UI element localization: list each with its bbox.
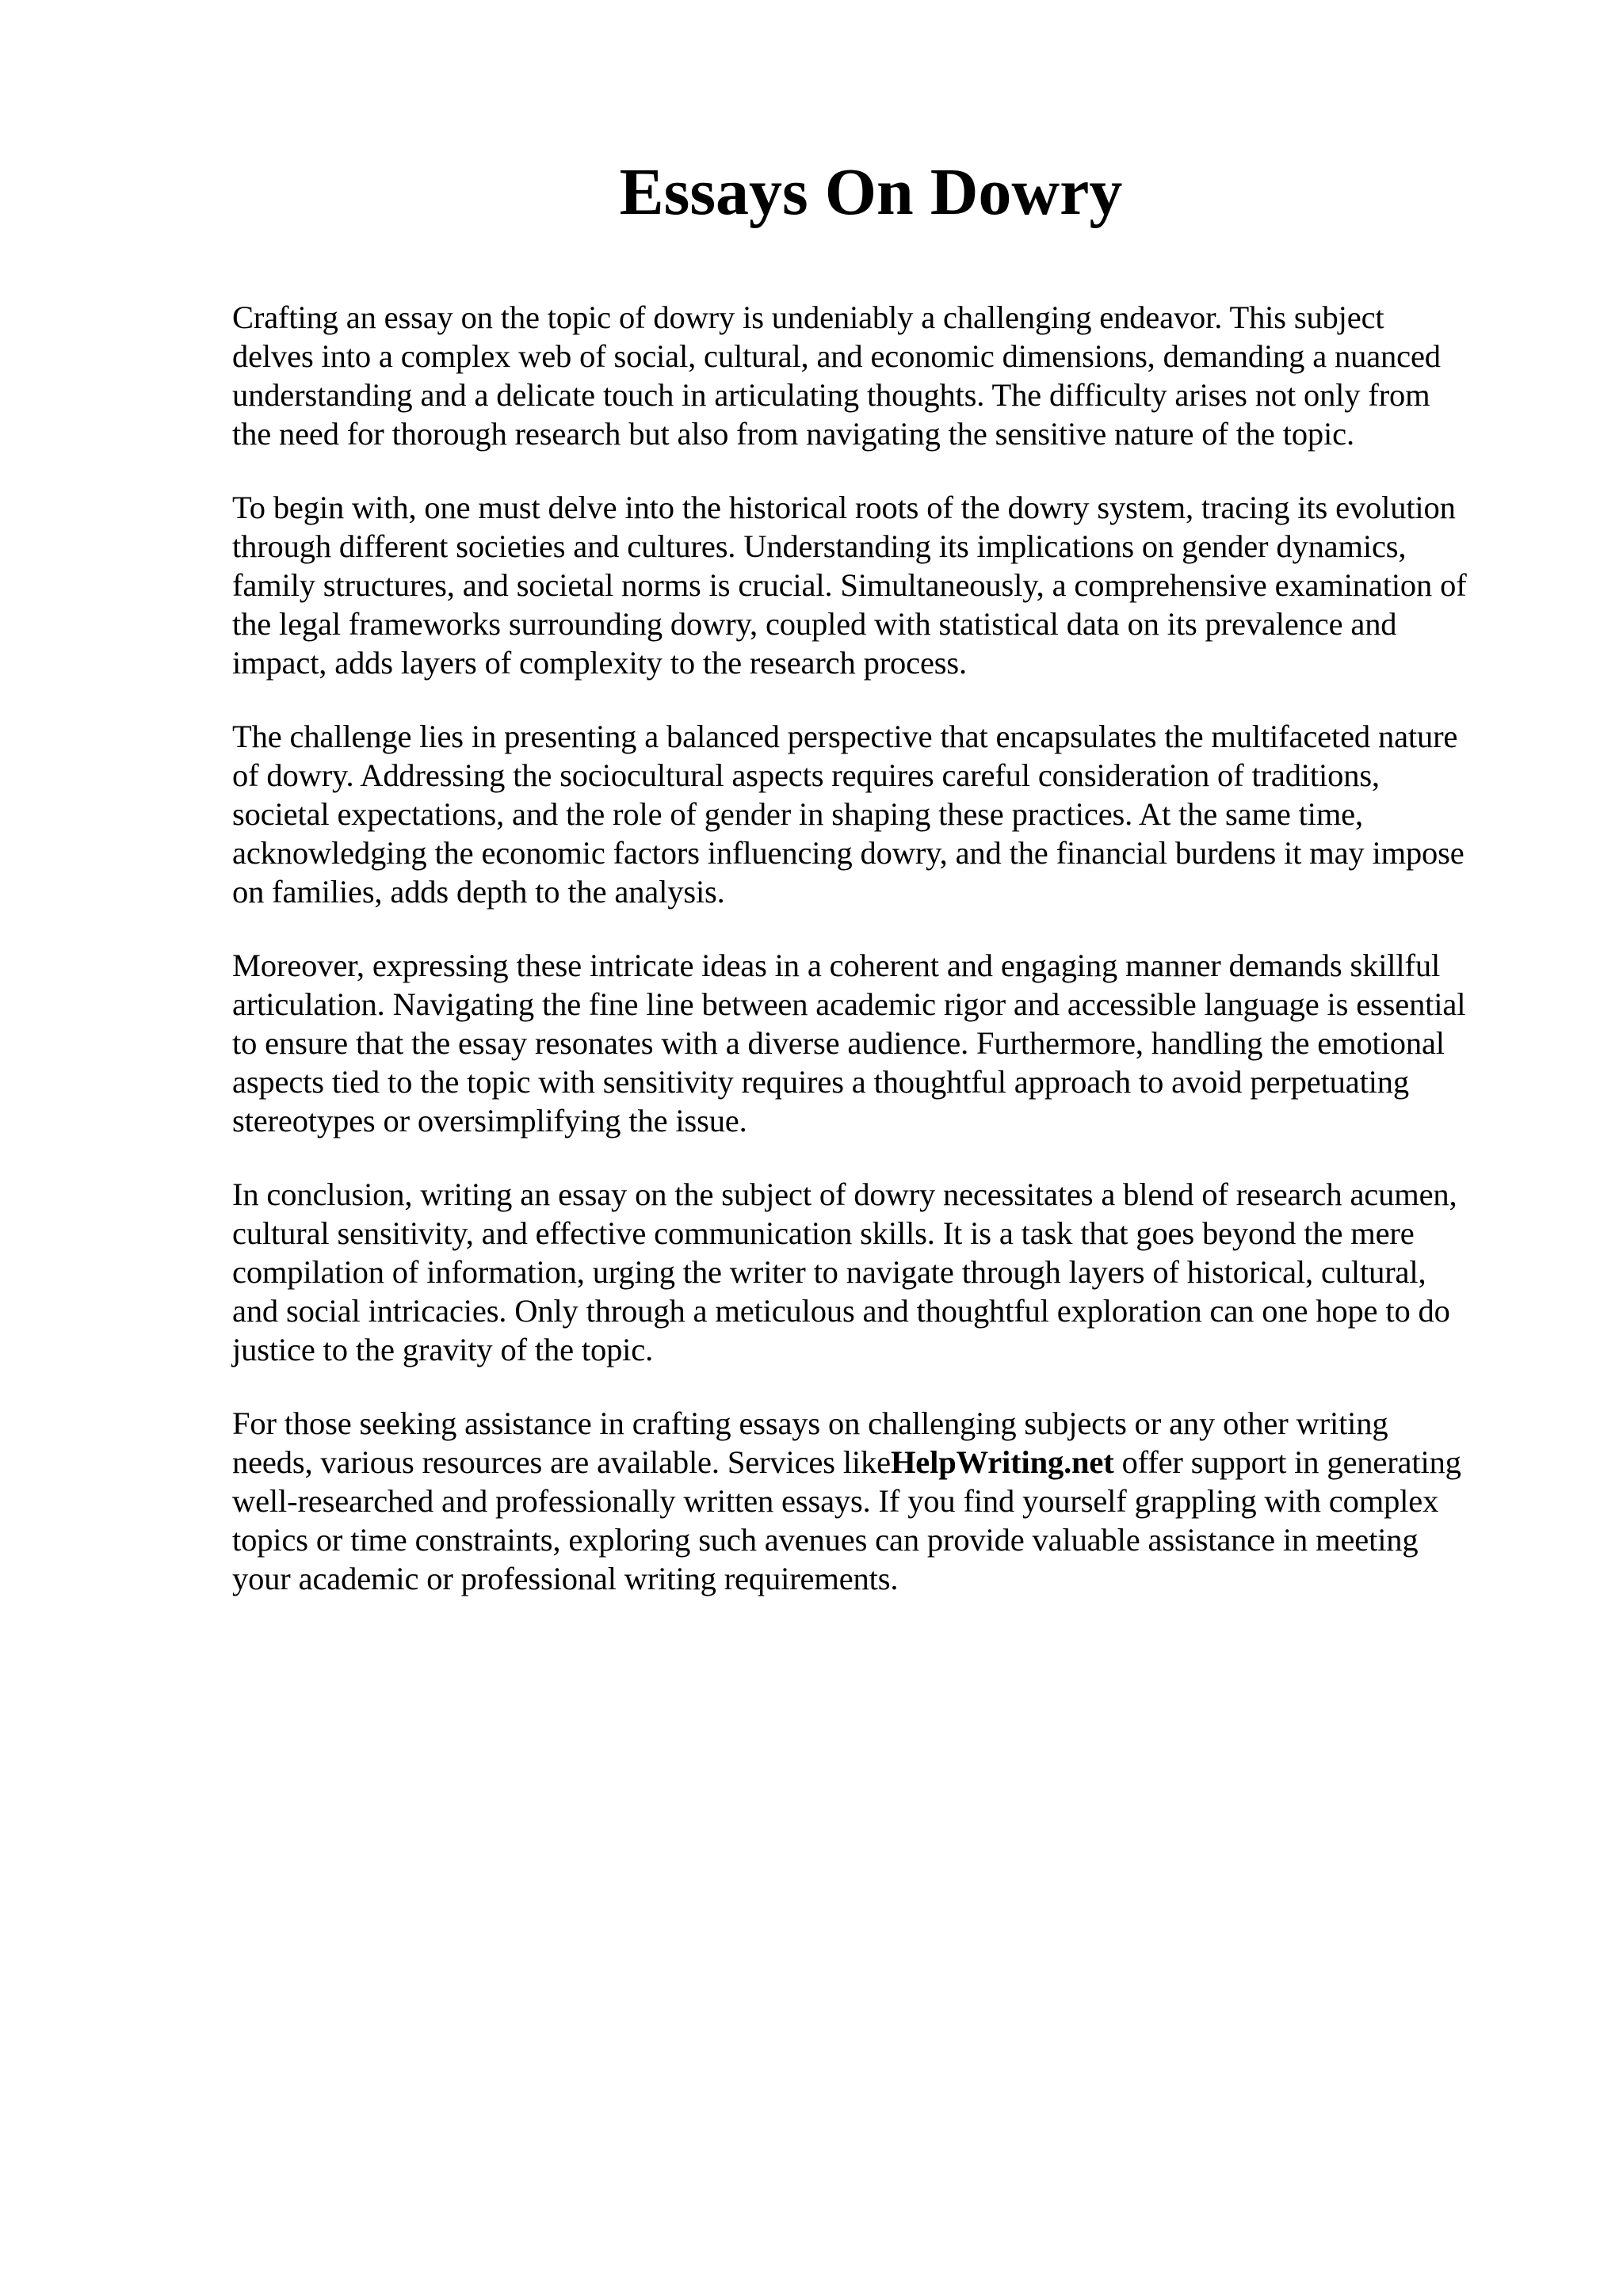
text-line: the need for thorough research but also from navigating the sensitive nature of the topic. (232, 416, 1354, 452)
text-line: societal expectations, and the role of gender in shaping these practices. At the same time, (232, 796, 1363, 832)
text-line: impact, adds layers of complexity to the research process. (232, 645, 967, 681)
text-line: and social intricacies. Only through a meticulous and thoughtful exploration can one hope to do (232, 1293, 1450, 1329)
paragraph-challenge (232, 717, 1532, 911)
text-line: on families, adds depth to the analysis. (232, 874, 725, 910)
text-line: stereotypes or oversimplifying the issue. (232, 1103, 747, 1138)
text-line: aspects tied to the topic with sensitivity requires a thoughtful approach to avoid perpetuating (232, 1064, 1410, 1100)
text-line: delves into a complex web of social, cultural, and economic dimensions, demanding a nuanced (232, 338, 1441, 374)
text-line: In conclusion, writing an essay on the subject of dowry necessitates a blend of research acumen, (232, 1177, 1457, 1212)
text-line: understanding and a delicate touch in articulating thoughts. The difficulty arises not only from (232, 377, 1430, 413)
paragraph-articulation (232, 946, 1532, 1140)
paragraph-assistance (232, 1404, 1532, 1598)
text-line: family structures, and societal norms is crucial. Simultaneously, a comprehensive examination of (232, 567, 1467, 603)
text-line: acknowledging the economic factors influencing dowry, and the financial burdens it may impose (232, 835, 1465, 871)
text-line: To begin with, one must delve into the historical roots of the dowry system, tracing its evolution (232, 490, 1456, 525)
paragraph-conclusion (232, 1175, 1532, 1369)
text-line: through different societies and cultures. Understanding its implications on gender dynamics, (232, 528, 1407, 564)
text-line: well-researched and professionally written essays. If you find yourself grappling with complex (232, 1483, 1439, 1519)
text-line: compilation of information, urging the writer to navigate through layers of historical, cultural, (232, 1254, 1426, 1290)
text-line: of dowry. Addressing the sociocultural aspects requires careful consideration of traditions, (232, 757, 1380, 793)
text-line-with-link (232, 1443, 1532, 1482)
text-line: topics or time constraints, exploring such avenues can provide valuable assistance in meeting (232, 1522, 1419, 1558)
text-line: your academic or professional writing requirements. (232, 1561, 899, 1596)
text-line: justice to the gravity of the topic. (232, 1332, 654, 1367)
text-line: For those seeking assistance in crafting essays on challenging subjects or any other writing (232, 1405, 1388, 1441)
text-line: the legal frameworks surrounding dowry, coupled with statistical data on its prevalence and (232, 606, 1397, 642)
text-line: cultural sensitivity, and effective communication skills. It is a task that goes beyond the mere (232, 1215, 1415, 1251)
paragraph-history (232, 488, 1532, 682)
text-line: Moreover, expressing these intricate ideas in a coherent and engaging manner demands skillful (232, 948, 1441, 983)
text-line: The challenge lies in presenting a balanced perspective that encapsulates the multifaceted nature (232, 719, 1458, 754)
text-line: to ensure that the essay resonates with a diverse audience. Furthermore, handling the emotional (232, 1025, 1445, 1061)
text-line: Crafting an essay on the topic of dowry is undeniably a challenging endeavor. This subject (232, 299, 1384, 335)
paragraph-intro (232, 298, 1532, 453)
document-title: Essays On Dowry (619, 155, 1123, 229)
helpwriting-link[interactable]: HelpWriting.net (890, 1444, 1114, 1480)
text-segment: offer support in generating (1113, 1444, 1461, 1480)
text-segment: needs, various resources are available. Services like (232, 1444, 891, 1480)
document-body (232, 298, 1532, 1633)
text-line: articulation. Navigating the fine line between academic rigor and accessible language is essential (232, 986, 1466, 1022)
